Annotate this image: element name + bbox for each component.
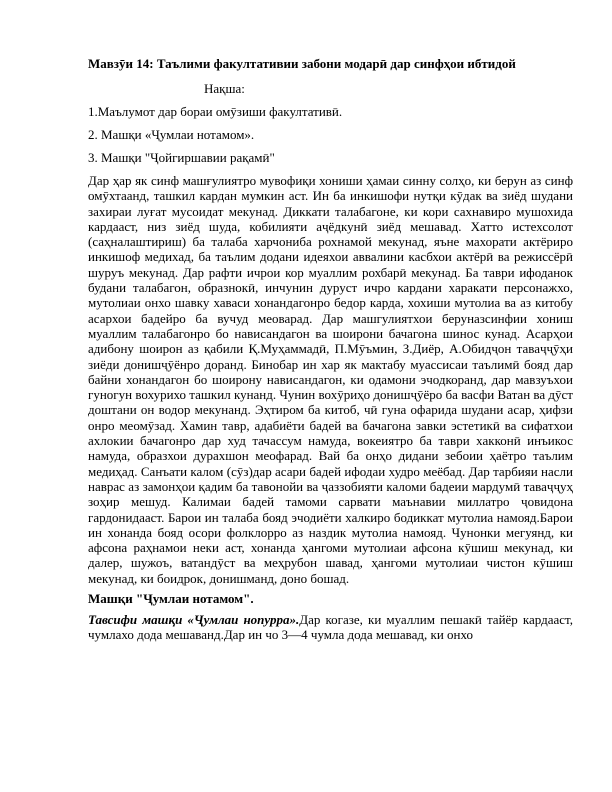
document-title: Мавзӯи 14: Таълими факултативии забони модарӣ дар синфҳои ибтидой	[88, 56, 516, 71]
body-paragraph: Дар ҳар як синф машғулиятро мувофиқи хониши ҳамаи синну солҳо, ки берун аз синф омӯхтаанд, ташкил кардан мумкин аст. Ин ба инкишофи нутқи кӯдак ва зиёд шудани захираи луғат мусоидат мекунад. Диккати талабагоне, ки кори сахнавиро мушохида кардааст, низ зиёд шуда, кобилияти аҷёдкунӣ зиёд мешавад. Хатто истехсолот (саҳналаштириш) ба талаба харчониба рохнамой мекунад, яъне махорати актёриро инкишоф медихад, ба таълим додани идеяхои аввалини касбхои актёрӣ ва режиссёрӣ шуруъ мекунад. Дар рафти ичрои кор муаллим рохбарӣ мекунад. Ба таври ифоданок будани талабагон, образнокӣ, инчунин дуруст ичро кардани харакати персонажхо, мутолиаи онхо шавку хаваси хонандагонро бедор карда, хохиши мутолиа ва аз китобу асархои бадейро ба вучуд меоварад. Дар машгулиятхои беруназсинфии хониш муаллим талабагонро бо нависандагон ва шоирони бачагона шинос кунад. Асарҳои адибону шоирон аз қабили Қ.Муҳаммадӣ, П.Мӯъмин, З.Диёр, А.Обидҷон таваҷҷӯҳи зиёди донишҷӯёнро доранд. Бинобар ин хар як мактабу муассисаи таълимӣ бояд дар байни хонандагон бо шоирону нависандагон, ки одамони эчодкоранд, дар мавзуъхои гуногун вохурихо ташкил кунанд. Чунин вохӯриҳо донишҷӯёро ба васфи Ватан ва дӯст доштани он водор мекунанд. Эҳтиром ба китоб, чӣ гуна офарида шудани асар, ҳифзи онро меомӯзад. Хамин тавр, адабиёти бадей ва бачагона завки эстетикӣ ва сифатхои ахлокии бачагонро дар худ тачассум намуда, вокеиятро ба таври хакконӣ инъикос намуда, образхои дурахшон меофарад. Вай ба онҳо дидани зебоии ҳаётро таълим медиҳад. Санъати калом (сӯз)дар асари бадей ифодаи худро меёбад. Дар тарбияи насли наврас аз замонҳои қадим ба тавонойи ва ҷаззобияти каломи бадеии мардумӣ таваҷҷуҳ зоҳир мешуд. Калимаи бадей тамоми сарвати маънавии миллатро ҷовидона гардонидааст. Барои ин талаба бояд эчодиёти халкиро бодиккат мутолиа намояд.Барои ин хонанда бояд осори фолклорро аз наздик мутолиа намояд. Чунонки мегуянд, ки афсона раҳнамои неки аст, хонанда ҳангоми мутолиаи афсона кӯшиш мекунад, ки далер, шужоъ, ватандӯст ва меҳрубон шавад, ҳангоми мутолиаи чистон кӯшиш мекунад, ки боидрок, донишманд, доно бошад.	[88, 173, 573, 586]
exercise-paragraph	[88, 612, 573, 643]
plan-heading: Нақша:	[204, 81, 245, 96]
document-content	[88, 56, 573, 643]
plan-item-3: 3. Машқи "Ҷойгиршавии рақамӣ"	[88, 150, 275, 165]
exercise-subheading: Машқи "Ҷумлаи нотамом".	[88, 591, 254, 607]
exercise-text: Дар когазе, ки муаллим пешакӣ тайёр кардааст, чумлахо дода мешаванд.Дар ин чо 3—4 чумла дода мешавад, ки онхо	[88, 612, 573, 643]
exercise-lead: Тавсифи машқи «Ҷумлаи нопурра».	[88, 612, 300, 628]
plan-item-1: 1.Маълумот дар бораи омӯзиши факултативӣ.	[88, 104, 343, 119]
plan-item-2: 2. Машқи «Ҷумлаи нотамом».	[88, 127, 255, 142]
